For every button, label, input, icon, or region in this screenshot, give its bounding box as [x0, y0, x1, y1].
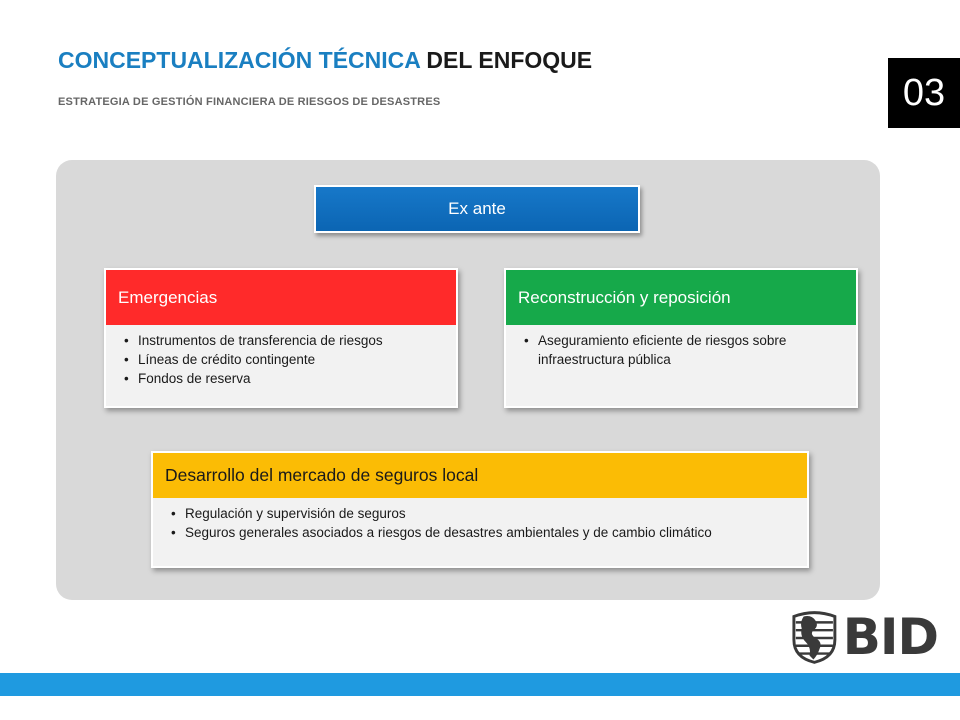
- ex-ante-box: Ex ante: [314, 185, 640, 233]
- page-title: [58, 47, 592, 74]
- page-subtitle: ESTRATEGIA DE GESTIÓN FINANCIERA DE RIESGOS DE DESASTRES: [58, 96, 441, 108]
- list-item: • Aseguramiento eficiente de riesgos sobre infraestructura pública: [528, 331, 848, 369]
- slide-number-badge: 03: [888, 58, 960, 128]
- bid-logo: [790, 608, 938, 666]
- card-reconstruccion: [504, 268, 858, 408]
- card-emergencias: [104, 268, 458, 408]
- card-mercado-seguros: [151, 451, 809, 568]
- footer-bar: [0, 673, 960, 696]
- card-emergencias-title: Emergencias: [106, 270, 456, 325]
- globe-americas-icon: [790, 610, 839, 664]
- card-reconstruccion-title: Reconstrucción y reposición: [506, 270, 856, 325]
- title-accent: CONCEPTUALIZACIÓN TÉCNICA: [58, 47, 421, 73]
- bid-logo-text: BID: [842, 608, 938, 666]
- list-item: • Regulación y supervisión de seguros: [175, 504, 799, 523]
- list-item: • Instrumentos de transferencia de riesgos: [128, 331, 448, 350]
- list-item: • Seguros generales asociados a riesgos de desastres ambientales y de cambio climático: [175, 523, 799, 542]
- card-mercado-seguros-list: [153, 498, 807, 542]
- list-item: • Líneas de crédito contingente: [128, 350, 448, 369]
- card-emergencias-list: [106, 325, 456, 388]
- card-mercado-seguros-title: Desarrollo del mercado de seguros local: [153, 453, 807, 498]
- list-item: • Fondos de reserva: [128, 369, 448, 388]
- title-rest: DEL ENFOQUE: [420, 47, 593, 73]
- card-reconstruccion-list: [506, 325, 856, 369]
